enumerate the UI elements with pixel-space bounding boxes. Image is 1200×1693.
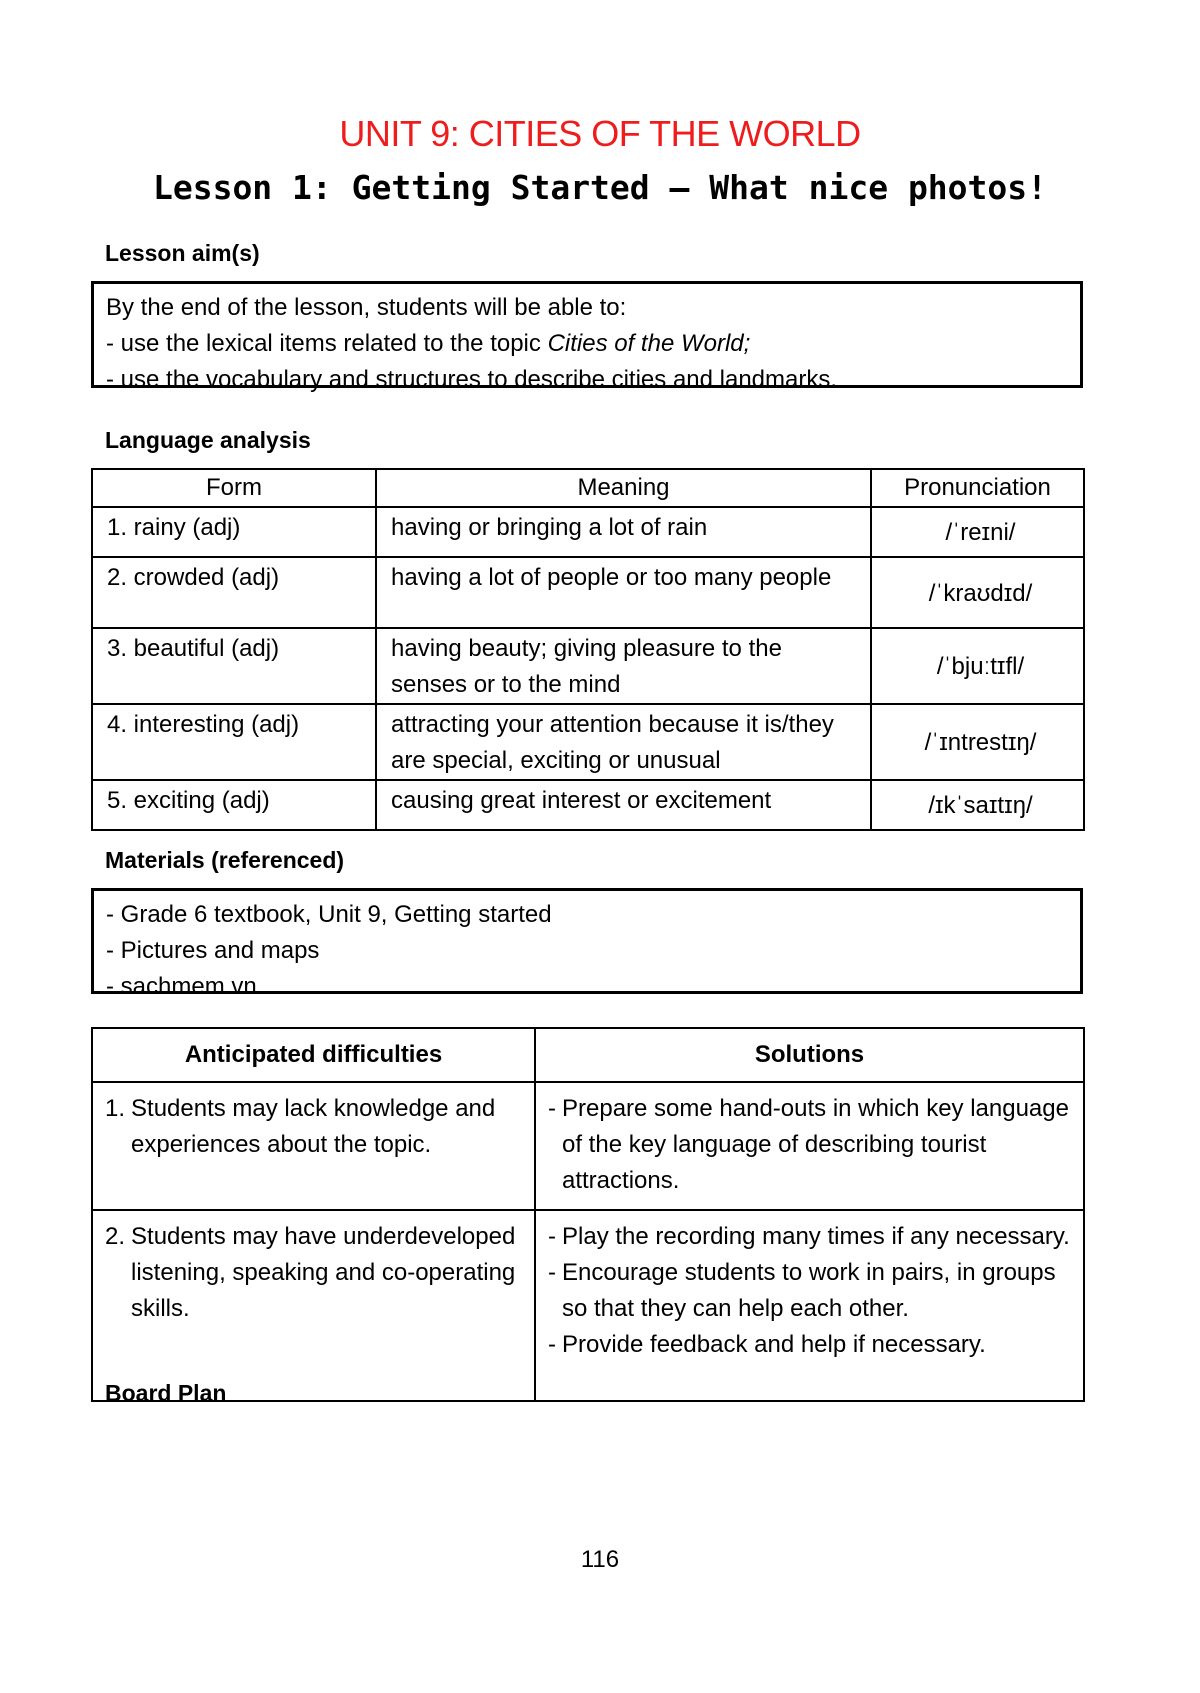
form-cell: 3. beautiful (adj): [92, 628, 376, 704]
aims-item: - use the vocabulary and structures to describe cities and landmarks.: [106, 366, 838, 393]
lesson-title: Lesson 1: Getting Started – What nice photos!: [152, 168, 1048, 207]
solution-cell: [535, 1082, 1084, 1210]
board-plan-heading: Board Plan: [105, 1380, 227, 1406]
table-row: [92, 557, 1084, 628]
materials-item: - Pictures and maps: [106, 937, 320, 964]
lesson-aims-box: [91, 281, 1083, 393]
column-header-difficulties: Anticipated difficulties: [92, 1028, 535, 1082]
materials-item: - sachmem.vn: [106, 973, 257, 1000]
materials-item: - Grade 6 textbook, Unit 9, Getting started: [106, 901, 552, 928]
table-row: [92, 780, 1084, 830]
unit-title: UNIT 9: CITIES OF THE WORLD: [339, 113, 861, 154]
table-header-row: [92, 1028, 1084, 1082]
materials-heading: Materials (referenced): [105, 847, 345, 873]
form-cell: 2. crowded (adj): [92, 557, 376, 628]
pronunciation-cell: /ˈɪntrestɪŋ/: [871, 704, 1084, 780]
solution-item: - Encourage students to work in pairs, in groups so that they can help each other.: [548, 1259, 1056, 1322]
difficulty-cell: 2. Students may have underdeveloped listening, speaking and co-operating skills.: [92, 1210, 535, 1401]
meaning-cell: having beauty; giving pleasure to the senses or to the mind: [376, 628, 871, 704]
form-cell: 5. exciting (adj): [92, 780, 376, 830]
table-row: [92, 704, 1084, 780]
aims-item: - use the lexical items related to the topic Cities of the World;: [106, 330, 751, 357]
meaning-cell: having or bringing a lot of rain: [376, 507, 871, 557]
solution-cell: [535, 1210, 1084, 1401]
table-header-row: [92, 469, 1084, 507]
form-cell: 1. rainy (adj): [92, 507, 376, 557]
solution-item: - Prepare some hand-outs in which key language of the key language of describing tourist attractions.: [548, 1095, 1069, 1194]
language-analysis-table: [91, 468, 1085, 831]
pronunciation-cell: /ˈreɪni/: [871, 507, 1084, 557]
page-number: 116: [580, 1546, 620, 1573]
table-row: [92, 1210, 1084, 1401]
solution-item: - Provide feedback and help if necessary.: [548, 1331, 986, 1358]
column-header-form: Form: [92, 469, 376, 507]
column-header-meaning: Meaning: [376, 469, 871, 507]
meaning-cell: attracting your attention because it is/they are special, exciting or unusual: [376, 704, 871, 780]
difficulties-table: [91, 1027, 1085, 1402]
table-row: [92, 628, 1084, 704]
materials-box: [91, 888, 1083, 1000]
form-cell: 4. interesting (adj): [92, 704, 376, 780]
meaning-cell: having a lot of people or too many people: [376, 557, 871, 628]
column-header-pronunciation: Pronunciation: [871, 469, 1084, 507]
pronunciation-cell: /ˈbjuːtɪfl/: [871, 628, 1084, 704]
table-row: [92, 1082, 1084, 1210]
pronunciation-cell: /ɪkˈsaɪtɪŋ/: [871, 780, 1084, 830]
column-header-solutions: Solutions: [535, 1028, 1084, 1082]
lesson-aims-heading: Lesson aim(s): [105, 240, 260, 266]
solution-item: - Play the recording many times if any necessary.: [548, 1223, 1070, 1250]
pronunciation-cell: /ˈkraʊdɪd/: [871, 557, 1084, 628]
meaning-cell: causing great interest or excitement: [376, 780, 871, 830]
table-row: [92, 507, 1084, 557]
language-analysis-heading: Language analysis: [105, 427, 311, 453]
difficulty-cell: 1. Students may lack knowledge and experiences about the topic.: [92, 1082, 535, 1210]
aims-intro: By the end of the lesson, students will be able to:: [106, 294, 627, 321]
